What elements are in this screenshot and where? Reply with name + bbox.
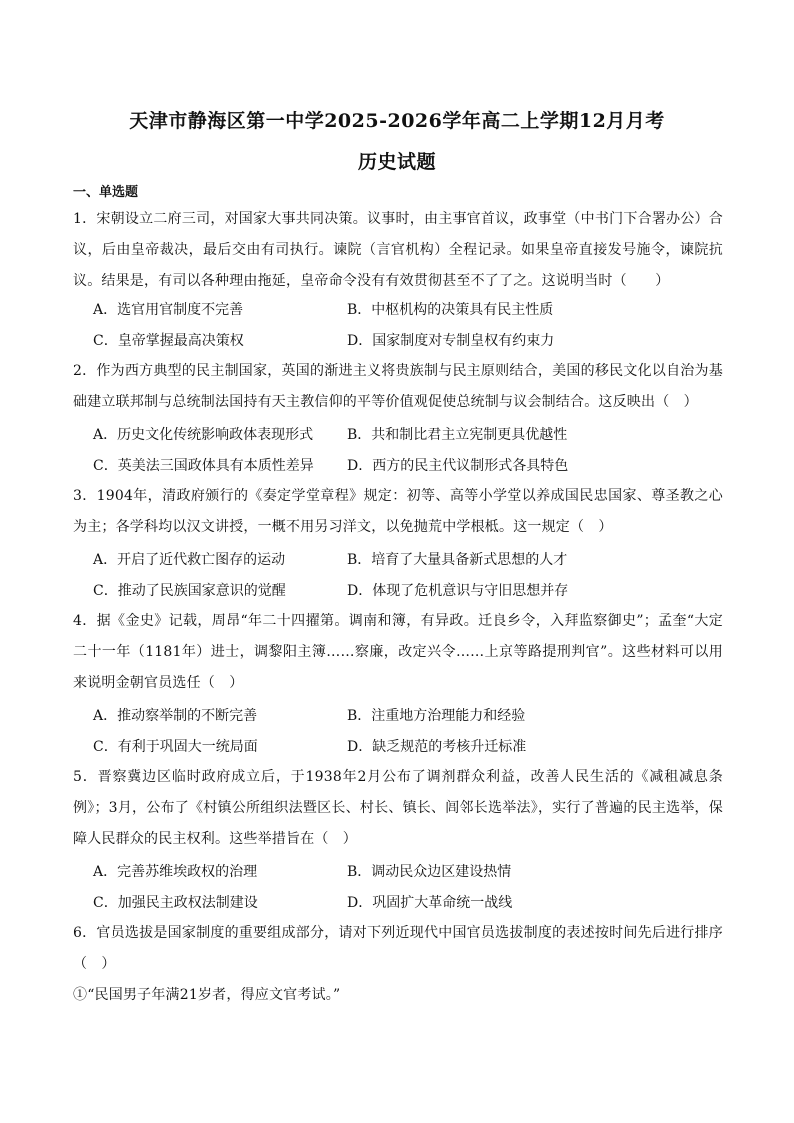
question-1-option-a: A．选官用官制度不完善 (93, 302, 244, 318)
question-2-option-c: C．英美法三国政体具有本质性差异 (93, 458, 314, 474)
question-6-item-1: ①“民国男子年满21岁者，得应文官考试。” (73, 987, 341, 1003)
question-5-option-c: C．加强民主政权法制建设 (93, 895, 258, 911)
question-5-stem: 5．晋察冀边区临时政府成立后，于1938年2月公布了调剂群众利益，改善人民生活的《减租减息条例》；3月，公布了《村镇公所组织法暨区长、村长、镇长、闾邻长选举法》，实行了普遍的民主选举，保障人民群众的民主权利。这些举措旨在（ ） (73, 769, 723, 847)
question-5-option-a: A．完善苏维埃政权的治理 (93, 864, 258, 880)
question-1-stem: 1．宋朝设立二府三司，对国家大事共同决策。议事时，由主事官首议，政事堂（中书门下合署办公）合议，后由皇帝裁决，最后交由有司执行。谏院（言官机构）全程记录。如果皇帝直接发号施令，谏院抗议。结果是，有司以各种理由拖延，皇帝命令没有有效贯彻甚至不了了之。这说明当时（ ） (73, 211, 723, 289)
question-4-option-d: D．缺乏规范的考核升迁标准 (347, 739, 527, 755)
question-1-option-b: B．中枢机构的决策具有民主性质 (347, 302, 554, 318)
question-6-stem: 6．官员选拔是国家制度的重要组成部分，请对下列近现代中国官员选拔制度的表述按时间先后进行排序（ ） (73, 925, 723, 972)
question-4-option-a: A．推动察举制的不断完善 (93, 708, 258, 724)
question-5-option-d: D．巩固扩大革命统一战线 (347, 895, 513, 911)
question-3-option-c: C．推动了民族国家意识的觉醒 (93, 583, 286, 599)
question-4-stem: 4．据《金史》记载，周昂“年二十四擢第。调南和簿，有异政。迁良乡令，入拜监察御史”；孟奎“大定二十一年（1181年）进士，调黎阳主簿……察廉，改定兴令……上京等路提刑判官”。这些材料可以用来说明金朝官员选任（ ） (73, 613, 723, 691)
question-1-option-d: D．国家制度对专制皇权有约束力 (347, 333, 555, 349)
question-3-stem: 3．1904年，清政府颁行的《奏定学堂章程》规定：初等、高等小学堂以养成国民忠国家、尊圣教之心为主；各学科均以汉文讲授，一概不用另习洋文，以免抛荒中学根柢。这一规定（ ） (73, 488, 723, 535)
question-2-option-a: A．历史文化传统影响政体表现形式 (93, 427, 314, 443)
question-4-option-b: B．注重地方治理能力和经验 (347, 708, 526, 724)
page-subtitle: 历史试题 (357, 151, 436, 173)
page-title: 天津市静海区第一中学2025-2026学年高二上学期12月月考 (129, 110, 665, 132)
question-3-option-d: D．体现了危机意识与守旧思想并存 (347, 583, 569, 599)
question-2-option-b: B．共和制比君主立宪制更具优越性 (347, 427, 568, 443)
question-2-stem: 2．作为西方典型的民主制国家，英国的渐进主义将贵族制与民主原则结合，美国的移民文化以自治为基础建立联邦制与总统制法国持有天主教信仰的平等价值观促使总统制与议会制结合。这反映出（ ） (73, 363, 723, 410)
question-4-option-c: C．有利于巩固大一统局面 (93, 739, 258, 755)
section-heading: 一、单选题 (73, 185, 139, 200)
question-3-option-b: B．培育了大量具备新式思想的人才 (347, 552, 568, 568)
question-2-option-d: D．西方的民主代议制形式各具特色 (347, 458, 569, 474)
question-5-option-b: B．调动民众边区建设热情 (347, 864, 512, 880)
question-1-option-c: C．皇帝掌握最高决策权 (93, 333, 244, 349)
question-3-option-a: A．开启了近代救亡图存的运动 (93, 552, 286, 568)
